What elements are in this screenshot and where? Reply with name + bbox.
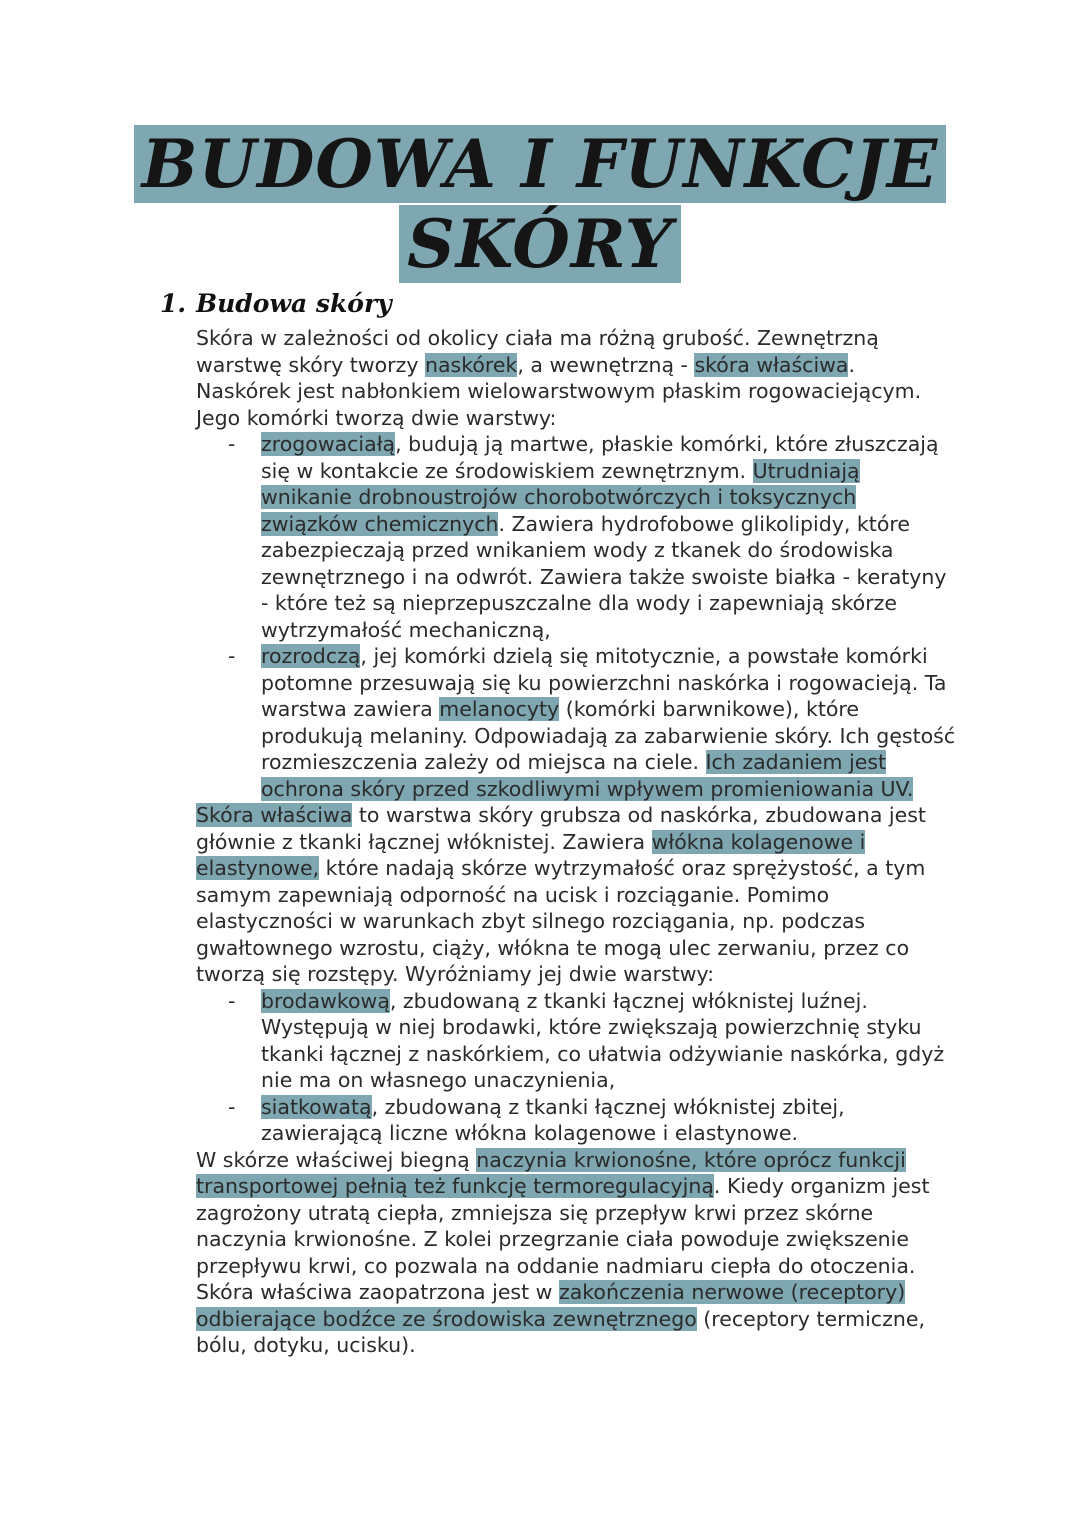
list-item-zrogowaciala xyxy=(196,431,956,643)
list-item-brodawkowa xyxy=(196,988,956,1094)
list-item-rozrodcza xyxy=(196,643,956,802)
section-heading xyxy=(160,286,392,322)
paragraph-vessels-receptors xyxy=(196,1147,956,1359)
text-run: to warstwa skóry grubsza od naskórka, zbudowana jest głównie z tkanki łącznej włóknistej. Zawiera xyxy=(196,803,926,854)
text-run: (komórki barwnikowe), które produkują melaniny. Odpowiadają za zabarwienie skóry. Ich gęstość rozmieszczenia zależy od miejsca na ciele. xyxy=(261,697,956,774)
body-text xyxy=(196,325,956,1359)
highlight-phrase: Ich zadaniem jest ochrona skóry przed szkodliwymi wpływem promieniowania UV. xyxy=(261,750,914,801)
list-dash: - xyxy=(228,644,236,668)
title-line-2: SKÓRY xyxy=(399,205,681,283)
highlight-wlokna: włókna kolagenowe i elastynowe, xyxy=(196,829,866,880)
highlight-term: zrogowaciałą xyxy=(261,432,396,456)
highlight-term: rozrodczą xyxy=(261,644,361,668)
text-run: Skóra w zależności od okolicy ciała ma różną grubość. Zewnętrzną warstwę skóry tworzy xyxy=(196,326,879,377)
list-dash: - xyxy=(228,988,236,1013)
text-run: , budują ją martwe, płaskie komórki, które złuszczają się w kontakcie ze środowiskiem zewnętrznym. xyxy=(261,432,939,483)
text-run: (receptory termiczne, bólu, dotyku, ucisku). xyxy=(196,1306,925,1357)
epidermis-layers-list xyxy=(196,431,956,802)
highlight-term: brodawkową xyxy=(261,988,390,1013)
dermis-layers-list xyxy=(196,988,956,1147)
text-run: W skórze właściwej biegną xyxy=(196,1147,477,1172)
text-run: . Naskórek jest nabłonkiem wielowarstwowym płaskim rogowaciejącym. Jego komórki tworzą dwie warstwy: xyxy=(196,352,922,430)
highlight-naskorek: naskórek xyxy=(425,352,518,377)
text-run: , zbudowaną z tkanki łącznej włóknistej luźnej. Występują w niej brodawki, które zwiększają powierzchnię styku tkanki łącznej z naskórkiem, co ułatwia odżywianie naskórka, gdyż nie ma on własnego unaczynienia, xyxy=(261,988,945,1092)
text-run: . Kiedy organizm jest zagrożony utratą ciepła, zmniejsza się przepływ krwi przez skórne naczynia krwionośne. Z kolei przegrzanie ciała powoduje zwiększenie przepływu krwi, co pozwala na oddanie nadmiaru ciepła do otoczenia. Skóra właściwa zaopatrzona jest w xyxy=(196,1174,930,1304)
list-item-siatkowata xyxy=(196,1094,956,1147)
paragraph-epidermis-intro xyxy=(196,325,956,431)
section-number: 1. xyxy=(160,289,187,318)
highlight-phrase: Utrudniają wnikanie drobnoustrojów chorobotwórczych i toksycznych związków chemicznych xyxy=(261,458,860,536)
text-run: . Zawiera hydrofobowe glikolipidy, które zabezpieczają przed wnikaniem wody z tkanek do środowiska zewnętrznego i na odwrót. Zawiera także swoiste białka - keratyny - które też są nieprzepuszczalne dla wody i zapewniają skórze wytrzymałość mechaniczną, xyxy=(261,511,947,642)
title-line-1: BUDOWA I FUNKCJE xyxy=(134,125,946,203)
text-run: , a wewnętrzną - xyxy=(517,352,695,377)
highlight-skora-wlasciwa: skóra właściwa xyxy=(694,352,849,377)
page-title xyxy=(0,124,1080,284)
highlight-skora-wlasciwa: Skóra właściwa xyxy=(196,803,353,827)
list-dash: - xyxy=(228,432,236,456)
text-run: , zbudowaną z tkanki łącznej włóknistej zbitej, zawierającą liczne włókna kolagenowe i elastynowe. xyxy=(261,1094,845,1145)
list-dash: - xyxy=(228,1094,236,1119)
highlight-term: siatkowatą xyxy=(261,1094,372,1119)
highlight-naczynia: naczynia krwionośne, które oprócz funkcji transportowej pełnią też funkcję termoregulacyjną xyxy=(196,1147,906,1198)
text-run: , jej komórki dzielą się mitotycznie, a powstałe komórki potomne przesuwają się ku powierzchni naskórka i rogowacieją. Ta warstwa zawiera xyxy=(261,644,947,721)
section-heading-text: Budowa skóry xyxy=(196,289,392,318)
paragraph-dermis xyxy=(196,802,956,988)
highlight-melanocyty: melanocyty xyxy=(439,697,560,721)
text-run: które nadają skórze wytrzymałość oraz sprężystość, a tym samym zapewniają odporność na ucisk i rozciąganie. Pomimo elastyczności w warunkach zbyt silnego rozciągania, np. podczas gwałtownego wzrostu, ciąży, włókna te mogą ulec zerwaniu, przez co tworzą się rozstępy. Wyróżniamy jej dwie warstwy: xyxy=(196,856,926,986)
highlight-receptory: zakończenia nerwowe (receptory) odbierające bodźce ze środowiska zewnętrznego xyxy=(196,1280,906,1331)
